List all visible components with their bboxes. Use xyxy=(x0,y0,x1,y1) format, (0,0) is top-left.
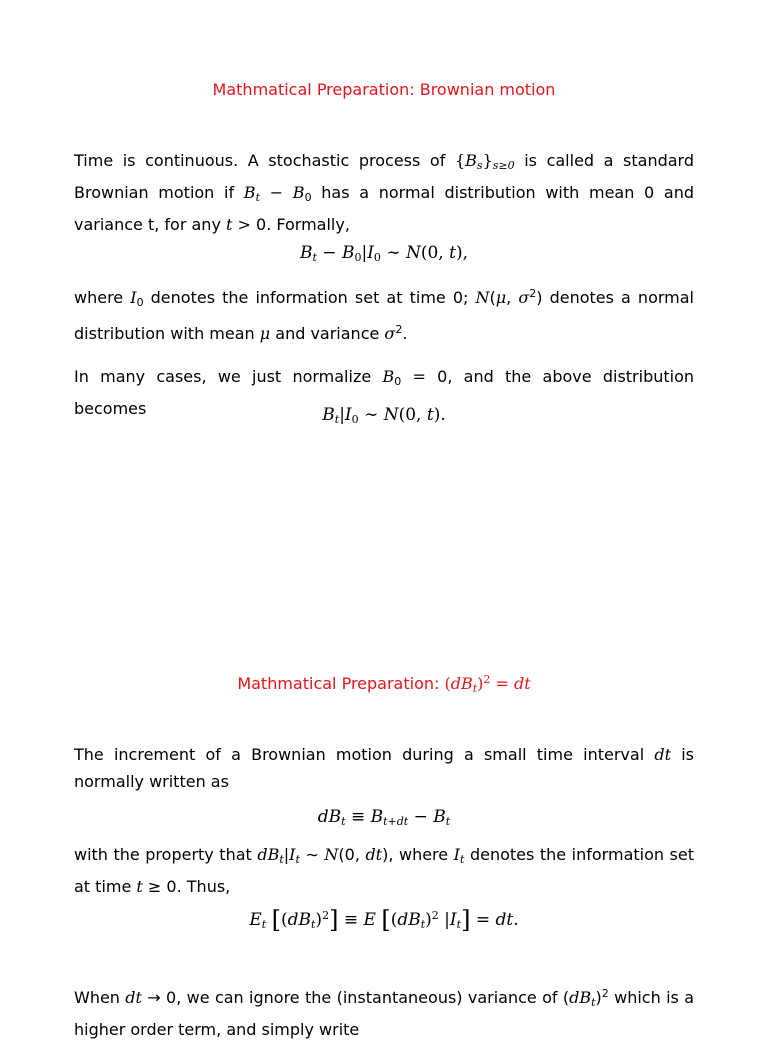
slide1-title: Mathmatical Preparation: Brownian motion xyxy=(212,80,556,99)
slide2-paragraph-increment: The increment of a Brownian motion during a small time interval dt is normally written as xyxy=(74,745,694,791)
slide1-paragraph-notation: where $I_0$ denotes the information set at time 0; N(μ, $\sigma^2$) denotes a normal distribution with mean μ and variance $\sigma^2$. xyxy=(74,287,694,343)
slide1-equation-2: $B_t|I_0$ ∼ N(0, t). xyxy=(322,405,446,426)
slide2-title: Mathmatical Preparation: $(dB_t)^2$ = dt xyxy=(237,673,531,695)
slide2-paragraph-property: with the property that $dB_t|I_t$ ∼ N(0, dt), where $I_t$ denotes the information set at time t ≥ 0. Thus, xyxy=(74,845,695,896)
slide1-equation-1: $B_t - B_0|I_0$ ∼ N(0, t), xyxy=(299,243,469,264)
slide1-paragraph-definition: Time is continuous. A stochastic process of $\{B_s\}_{s\ge 0}$ is called a standard Brownian motion if $B_t - B_0$ has a normal distribution with mean 0 and variance t, for any t > 0. Formally, xyxy=(74,151,695,234)
slide1-paragraph-normalize: In many cases, we just normalize $B_0 = 0$, and the above distribution becomes xyxy=(74,367,695,418)
slide2-equation-1: $dB_t \equiv B_{t+dt} - B_t$ xyxy=(317,807,451,828)
slide2-paragraph-limit: When dt → 0, we can ignore the (instantaneous) variance of $(dB_t)^2$ which is a higher order term, and simply write xyxy=(74,987,695,1039)
slide2-equation-2: $E_t$ $[(dB_t)^2] \equiv E$ [$(dB_t)^2$ $|I_t$] = dt. xyxy=(249,906,519,934)
